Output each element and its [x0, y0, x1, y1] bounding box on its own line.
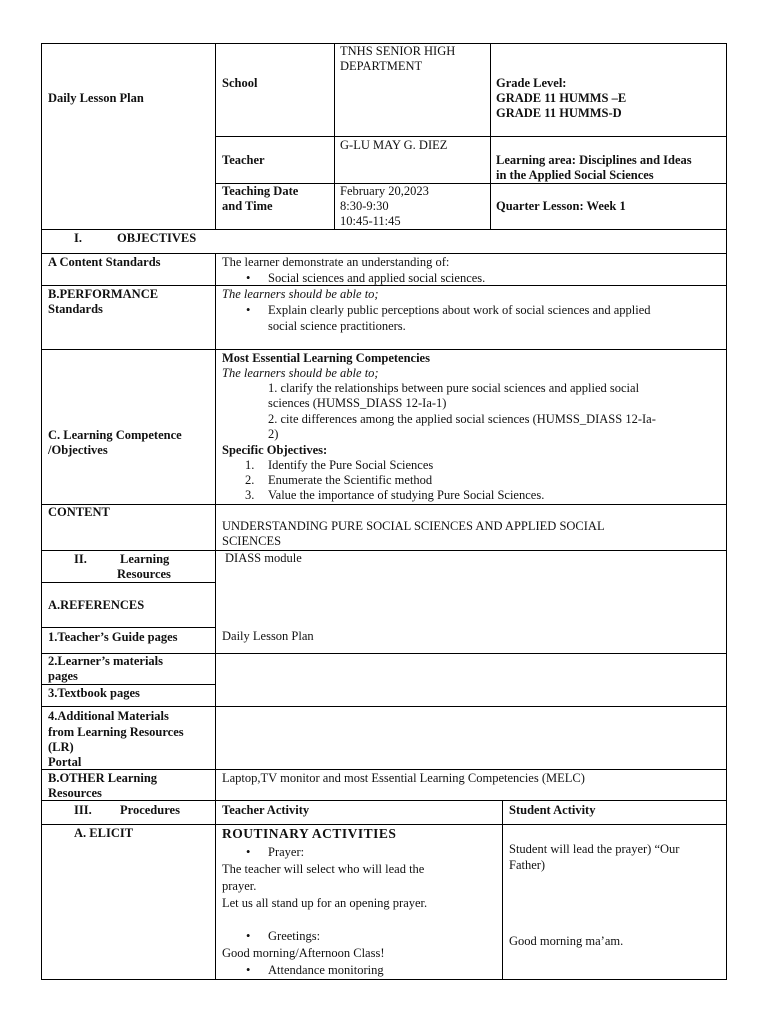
grid-line — [41, 824, 727, 825]
teaching-time-value: 8:30-9:30 — [340, 199, 389, 213]
competence-item: 2. cite differences among the applied social sciences (HUMSS_DIASS 12-Ia- — [268, 412, 656, 426]
grid-line — [41, 800, 727, 801]
school-value: DEPARTMENT — [340, 59, 423, 73]
list-item: Identify the Pure Social Sciences — [268, 458, 434, 472]
section-number: III. — [74, 803, 92, 817]
section-heading: OBJECTIVES — [117, 231, 197, 245]
elicit-label: A. ELICIT — [74, 826, 134, 840]
school-label: School — [222, 76, 258, 90]
additional-materials-label: 4.Additional Materials — [48, 709, 169, 723]
grid-line — [41, 979, 727, 980]
grid-line — [41, 706, 727, 707]
grid-line — [41, 504, 727, 505]
teaching-date-label: and Time — [222, 199, 273, 213]
content-value: SCIENCES — [222, 534, 282, 548]
teacher-text: prayer. — [222, 879, 257, 893]
learners-materials-label: 2.Learner’s materials — [48, 654, 164, 668]
content-standards-label: A Content Standards — [48, 255, 161, 269]
performance-standards-label: B.PERFORMANCE — [48, 287, 159, 301]
competence-item: 1. clarify the relationships between pure social sciences and applied social — [268, 381, 640, 395]
teachers-guide-value: Daily Lesson Plan — [222, 629, 314, 643]
list-number: 1. — [245, 458, 255, 472]
module-text: DIASS module — [225, 551, 302, 565]
student-text: Student will lead the prayer) “Our — [509, 842, 680, 856]
grid-line — [502, 800, 503, 980]
grid-line — [41, 627, 215, 628]
grade-value: GRADE 11 HUMMS –E — [496, 91, 627, 105]
list-item: • Prayer: — [268, 845, 304, 861]
teaching-date-label: Teaching Date — [222, 184, 299, 198]
list-item: Value the importance of studying Pure Social Sciences. — [268, 488, 545, 502]
competence-intro: The learners should be able to; — [222, 366, 379, 380]
grid-line — [334, 43, 335, 229]
list-item: • Greetings: — [268, 929, 320, 945]
school-value: TNHS SENIOR HIGH — [340, 44, 456, 58]
learning-competence-label: C. Learning Competence — [48, 428, 182, 442]
grid-line — [41, 253, 727, 254]
competence-item: sciences (HUMSS_DIASS 12-Ia-1) — [268, 396, 447, 410]
melc-heading: Most Essential Learning Competencies — [222, 351, 430, 365]
doc-title: Daily Lesson Plan — [48, 91, 144, 105]
grid-line — [726, 43, 727, 980]
textbook-label: 3.Textbook pages — [48, 686, 140, 700]
student-activity-header: Student Activity — [509, 803, 596, 817]
list-item: • Social sciences and applied social sciences. — [268, 271, 485, 287]
learners-materials-label: pages — [48, 669, 78, 683]
student-text: Father) — [509, 858, 546, 872]
teacher-text: The teacher will select who will lead the — [222, 862, 425, 876]
performance-standards-label: Standards — [48, 302, 103, 316]
grid-line — [41, 349, 727, 350]
learning-area: in the Applied Social Sciences — [496, 168, 654, 182]
student-text: Good morning ma’am. — [509, 934, 624, 948]
grade-value: GRADE 11 HUMMS-D — [496, 106, 622, 120]
grid-line — [215, 136, 727, 137]
grid-line — [490, 43, 491, 229]
list-item: • Attendance monitoring — [268, 963, 384, 979]
specific-objectives-heading: Specific Objectives: — [222, 443, 328, 457]
section-number: II. — [74, 552, 87, 566]
competence-item: 2) — [268, 427, 279, 441]
content-standards-text: The learner demonstrate an understanding of: — [222, 255, 450, 269]
routinary-activities-heading: ROUTINARY ACTIVITIES — [222, 826, 397, 841]
teachers-guide-label: 1.Teacher’s Guide pages — [48, 630, 178, 644]
teacher-value: G-LU MAY G. DIEZ — [340, 138, 448, 152]
list-item-cont: social science practitioners. — [268, 319, 406, 333]
content-value: UNDERSTANDING PURE SOCIAL SCIENCES AND APPLIED SOCIAL — [222, 519, 605, 533]
list-number: 3. — [245, 488, 255, 502]
list-item: Enumerate the Scientific method — [268, 473, 433, 487]
teaching-time-value: 10:45-11:45 — [340, 214, 401, 228]
performance-intro: The learners should be able to; — [222, 287, 379, 301]
list-item: • Explain clearly public perceptions about work of social sciences and applied — [268, 303, 651, 319]
teacher-text: Good morning/Afternoon Class! — [222, 946, 385, 960]
teaching-date-value: February 20,2023 — [340, 184, 429, 198]
learning-area: Learning area: Disciplines and Ideas — [496, 153, 692, 167]
grid-line — [215, 253, 216, 980]
section-heading: Learning — [120, 552, 170, 566]
content-label: CONTENT — [48, 505, 110, 519]
additional-materials-label: Portal — [48, 755, 82, 769]
other-resources-label: B.OTHER Learning — [48, 771, 158, 785]
list-number: 2. — [245, 473, 255, 487]
other-resources-value: Laptop,TV monitor and most Essential Learning Competencies (MELC) — [222, 771, 585, 785]
section-heading: Procedures — [120, 803, 180, 817]
teacher-label: Teacher — [222, 153, 265, 167]
section-number: I. — [74, 231, 82, 245]
grade-label: Grade Level: — [496, 76, 567, 90]
learning-competence-label: /Objectives — [48, 443, 108, 457]
teacher-text: Let us all stand up for an opening prayer. — [222, 896, 428, 910]
grid-line — [41, 43, 42, 980]
teacher-activity-header: Teacher Activity — [222, 803, 310, 817]
quarter-lesson: Quarter Lesson: Week 1 — [496, 199, 626, 213]
section-heading: Resources — [117, 567, 171, 581]
grid-line — [41, 550, 727, 551]
grid-line — [41, 769, 727, 770]
additional-materials-label: (LR) — [48, 740, 74, 754]
grid-line — [215, 43, 216, 229]
references-label: A.REFERENCES — [48, 598, 145, 612]
other-resources-label: Resources — [48, 786, 102, 800]
additional-materials-label: from Learning Resources — [48, 725, 184, 739]
